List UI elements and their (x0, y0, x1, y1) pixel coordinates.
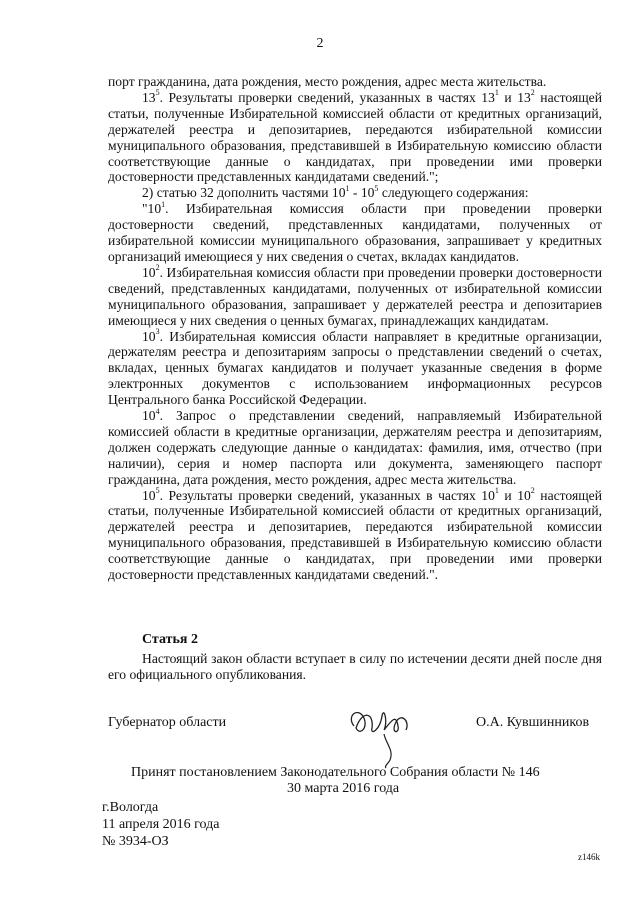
paragraph-text: настоящей статьи, полученные Избирательной комиссией области от кредитных организаций, держателей реестра и депозитариев, передаются избирательной комиссии муниципального образования, представившей в Избирательную комиссию области соответствующие данные о кандидатах, при проведении ими проверки достоверности представленных кандидатами сведений."; (108, 89, 602, 185)
paragraph-text: 10 (142, 487, 156, 503)
superscript: 1 (161, 199, 166, 209)
superscript: 5 (155, 486, 160, 496)
paragraph (108, 90, 602, 185)
paragraph-text: . Запрос о представлении сведений, направляемый Избирательной комиссией области в кредитные организации, держателям реестра и депозитариям, должен содержать следующие данные о кандидатах: фамилия, имя, отчество (при наличии), серия и номер паспорта или документа, заменяющего паспорт гражданина, дата рождения, место рождения, адрес места жительства. (108, 408, 602, 487)
article-2-paragraph: Настоящий закон области вступает в силу по истечении десяти дней после дня его официального опубликования. (108, 651, 602, 682)
paragraph (108, 408, 602, 488)
paragraph-text: . Результаты проверки сведений, указанных в частях 13 (159, 89, 495, 105)
paragraph-text: порт гражданина, дата рождения, место рождения, адрес места жительства. (108, 74, 547, 89)
law-number: № 3934-ОЗ (102, 834, 169, 849)
paragraph-text: 10 (142, 408, 156, 424)
paragraph-text: 10 (142, 328, 156, 344)
law-date: 11 апреля 2016 года (102, 817, 220, 832)
paragraph-text: . Избирательная комиссия области при проведении проверки достоверности сведений, представленных кандидатами, полученных от избирательной комиссии муниципального образования, запрашивает у держателей реестра и депозитариев имеющиеся у них сведения о ценных бумагах, принадлежащих кандидатам. (108, 264, 602, 328)
city: г.Вологда (102, 800, 159, 815)
paragraph-text: . Результаты проверки сведений, указанных в частях 10 (159, 487, 495, 503)
law-body-text (108, 74, 602, 583)
paragraph-text: . Избирательная комиссия области направляет в кредитные организации, держателям реестра и депозитариям запросы о представлении сведений о счетах, вкладах, ценных бумагах кандидатов и получает указанные сведения в форме электронных документов с использованием информационных ресурсов Центрального банка Российской Федерации. (108, 328, 602, 408)
paragraph-text: . Избирательная комиссия области при проведении проверки достоверности сведений, представленных кандидатами, полученных от избирательной комиссии муниципального образования, запрашивает у кредитных организаций имеющиеся у них сведения о счетах, вкладах кандидатов. (108, 201, 602, 264)
superscript: 4 (155, 406, 160, 416)
paragraph-text: - 10 (349, 185, 375, 201)
paragraph (108, 265, 602, 329)
paragraph-text: 13 (142, 89, 156, 105)
paragraph (108, 201, 602, 265)
paragraph-text: 2) статью 32 дополнить частями 10 (142, 185, 346, 201)
paragraph-text: настоящей статьи, полученные Избирательной комиссией области от кредитных организаций, держателей реестра и депозитариев, передаются избирательной комиссии муниципального образования, представившей в Избирательную комиссию области соответствующие данные о кандидатах, при проведении ими проверки достоверности представленных кандидатами сведений.". (108, 487, 602, 583)
paragraph (108, 185, 602, 201)
signer-title: Губернатор области (108, 715, 227, 730)
handwritten-signature (340, 700, 420, 770)
superscript: 2 (155, 263, 160, 273)
superscript: 1 (494, 486, 499, 496)
superscript: 1 (494, 88, 499, 98)
superscript: 1 (345, 183, 350, 193)
page-number: 2 (316, 36, 324, 51)
signer-name: О.А. Кувшинников (476, 715, 590, 730)
paragraph-text: "10 (142, 201, 162, 217)
superscript: 5 (374, 183, 379, 193)
superscript: 2 (530, 88, 535, 98)
paragraph (108, 74, 602, 90)
adoption-line: Принят постановлением Законодательного Собрания области № 146 (131, 765, 540, 780)
paragraph (108, 488, 602, 583)
superscript: 2 (530, 486, 535, 496)
paragraph-text: 10 (142, 264, 156, 280)
paragraph-text: и 13 (498, 89, 531, 105)
paragraph-text: следующего содержания: (378, 185, 529, 201)
article-2-heading: Статья 2 (142, 632, 198, 647)
paragraph-text: и 10 (498, 487, 531, 503)
document-code: z146k (578, 852, 600, 862)
superscript: 5 (155, 88, 160, 98)
paragraph (108, 326, 602, 409)
superscript: 3 (155, 326, 160, 336)
article-2-text (108, 651, 602, 683)
adoption-date: 30 марта 2016 года (287, 781, 400, 796)
